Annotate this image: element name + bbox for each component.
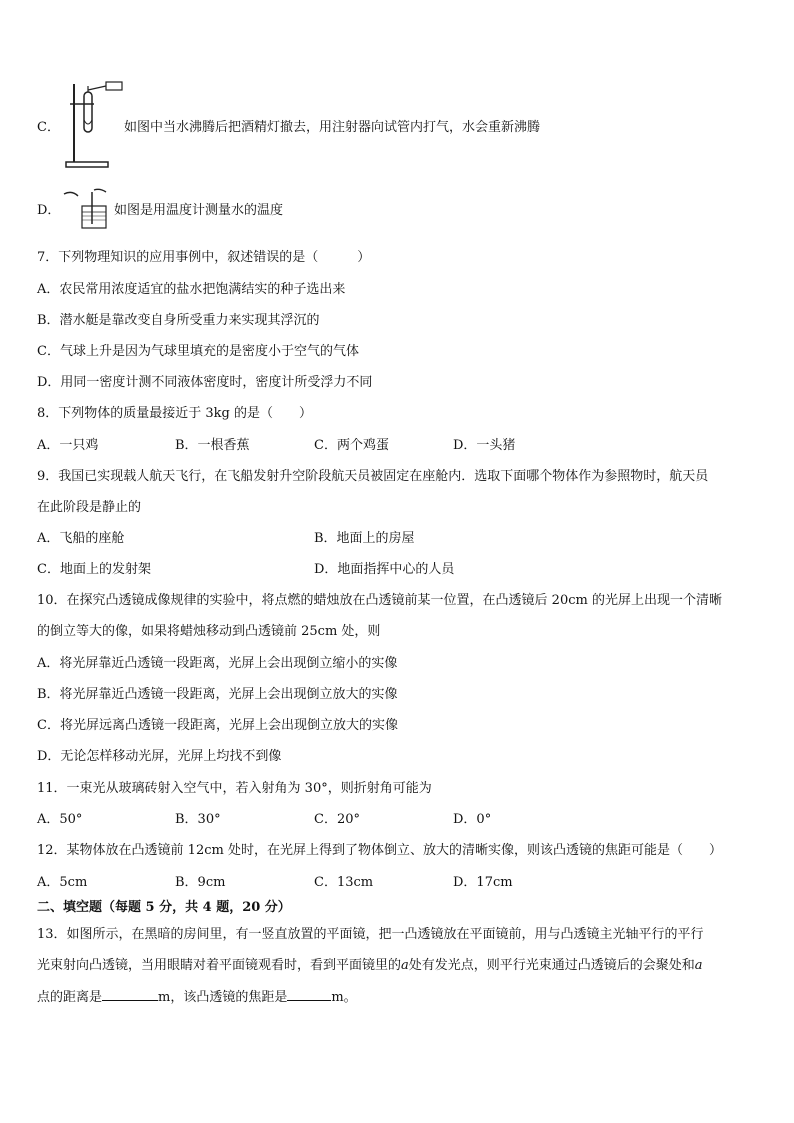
q7-option-a: A．农民常用浓度适宜的盐水把饱满结实的种子选出来 [37,282,346,297]
q13-line3 [37,988,357,1007]
q12-option-c: C．13cm [314,875,374,890]
q11-option-d: D．0° [453,812,492,827]
q12-option-a: A．5cm [37,875,88,890]
q10-option-c: C．将光屏远离凸透镜一段距离，光屏上会出现倒立放大的实像 [37,718,398,733]
q9-option-d: D．地面指挥中心的人员 [314,562,455,577]
q8-option-a: A．一只鸡 [37,438,99,453]
q10-stem-line2: 的倒立等大的像，如果将蜡烛移动到凸透镜前 25cm 处，则 [37,624,381,639]
q11-option-b: B．30° [175,812,221,827]
q13-line3-part-c: m。 [331,990,357,1005]
q7-stem: 7．下列物理知识的应用事例中，叙述错误的是（ ） [37,250,371,265]
q6-option-d-text: 如图是用温度计测量水的温度 [114,203,284,218]
q7-option-d: D．用同一密度计测不同液体密度时，密度计所受浮力不同 [37,375,373,390]
q10-option-d: D．无论怎样移动光屏，光屏上均找不到像 [37,749,282,764]
q9-option-c: C．地面上的发射架 [37,562,151,577]
q9-stem-line2: 在此阶段是静止的 [37,500,142,515]
q6-option-c-text: 如图中当水沸腾后把酒精灯撤去，用注射器向试管内打气，水会重新沸腾 [124,120,541,135]
thermometer-beaker-figure [60,188,114,232]
q9-option-a: A．飞船的座舱 [37,531,125,546]
q11-option-a: A．50° [37,812,83,827]
q6-option-d-label: D． [37,203,61,218]
q11-option-c: C．20° [314,812,360,827]
q13-answer-blank-focal-length[interactable] [287,988,331,1001]
q9-option-b: B．地面上的房屋 [314,531,415,546]
q9-stem-line1: 9．我国已实现载人航天飞行，在飞船发射升空阶段航天员被固定在座舱内．选取下面哪个物体作为参照物时，航天员 [37,469,709,484]
q13-line2 [37,957,703,975]
q13-line3-part-a: 点的距离是 [37,990,103,1005]
q10-stem-line1: 10．在探究凸透镜成像规律的实验中，将点燃的蜡烛放在凸透镜前某一位置，在凸透镜后 20cm 的光屏上出现一个清晰 [37,593,722,608]
syringe-test-tube-apparatus-figure [60,80,126,176]
q13-line2-part-b: 处有发光点，则平行光束通过凸透镜后的会聚处和 [408,958,695,973]
q13-line1: 13．如图所示，在黑暗的房间里，有一竖直放置的平面镜，把一凸透镜放在平面镜前，用与凸透镜主光轴平行的平行 [37,927,704,942]
q13-line2-part-a: 光束射向凸透镜，当用眼睛对着平面镜观看时，看到平面镜里的 [37,958,402,973]
q7-option-c: C．气球上升是因为气球里填充的是密度小于空气的气体 [37,344,359,359]
q13-variable-a-2: a [694,958,703,973]
q13-variable-a: a [401,958,409,973]
q8-option-b: B．一根香蕉 [175,438,250,453]
q6-option-c-label: C． [37,120,60,135]
q10-option-a: A．将光屏靠近凸透镜一段距离，光屏上会出现倒立缩小的实像 [37,656,398,671]
q11-stem: 11．一束光从玻璃砖射入空气中，若入射角为 30°，则折射角可能为 [37,781,432,796]
q10-option-b: B．将光屏靠近凸透镜一段距离，光屏上会出现倒立放大的实像 [37,687,398,702]
q8-option-d: D．一头猪 [453,438,516,453]
q13-line3-part-b: m，该凸透镜的焦距是 [158,990,288,1005]
q12-stem: 12．某物体放在凸透镜前 12cm 处时，在光屏上得到了物体倒立、放大的清晰实像，则该凸透镜的焦距可能是（ ） [37,843,722,858]
q8-option-c: C．两个鸡蛋 [314,438,389,453]
q12-option-b: B．9cm [175,875,226,890]
section-heading-fill-in: 二、填空题（每题 5 分，共 4 题，20 分） [37,900,291,915]
q7-option-b: B．潜水艇是靠改变自身所受重力来实现其浮沉的 [37,313,320,328]
q12-option-d: D．17cm [453,875,513,890]
q13-answer-blank-distance[interactable] [102,988,158,1001]
q8-stem: 8．下列物体的质量最接近于 3kg 的是（ ） [37,406,313,421]
